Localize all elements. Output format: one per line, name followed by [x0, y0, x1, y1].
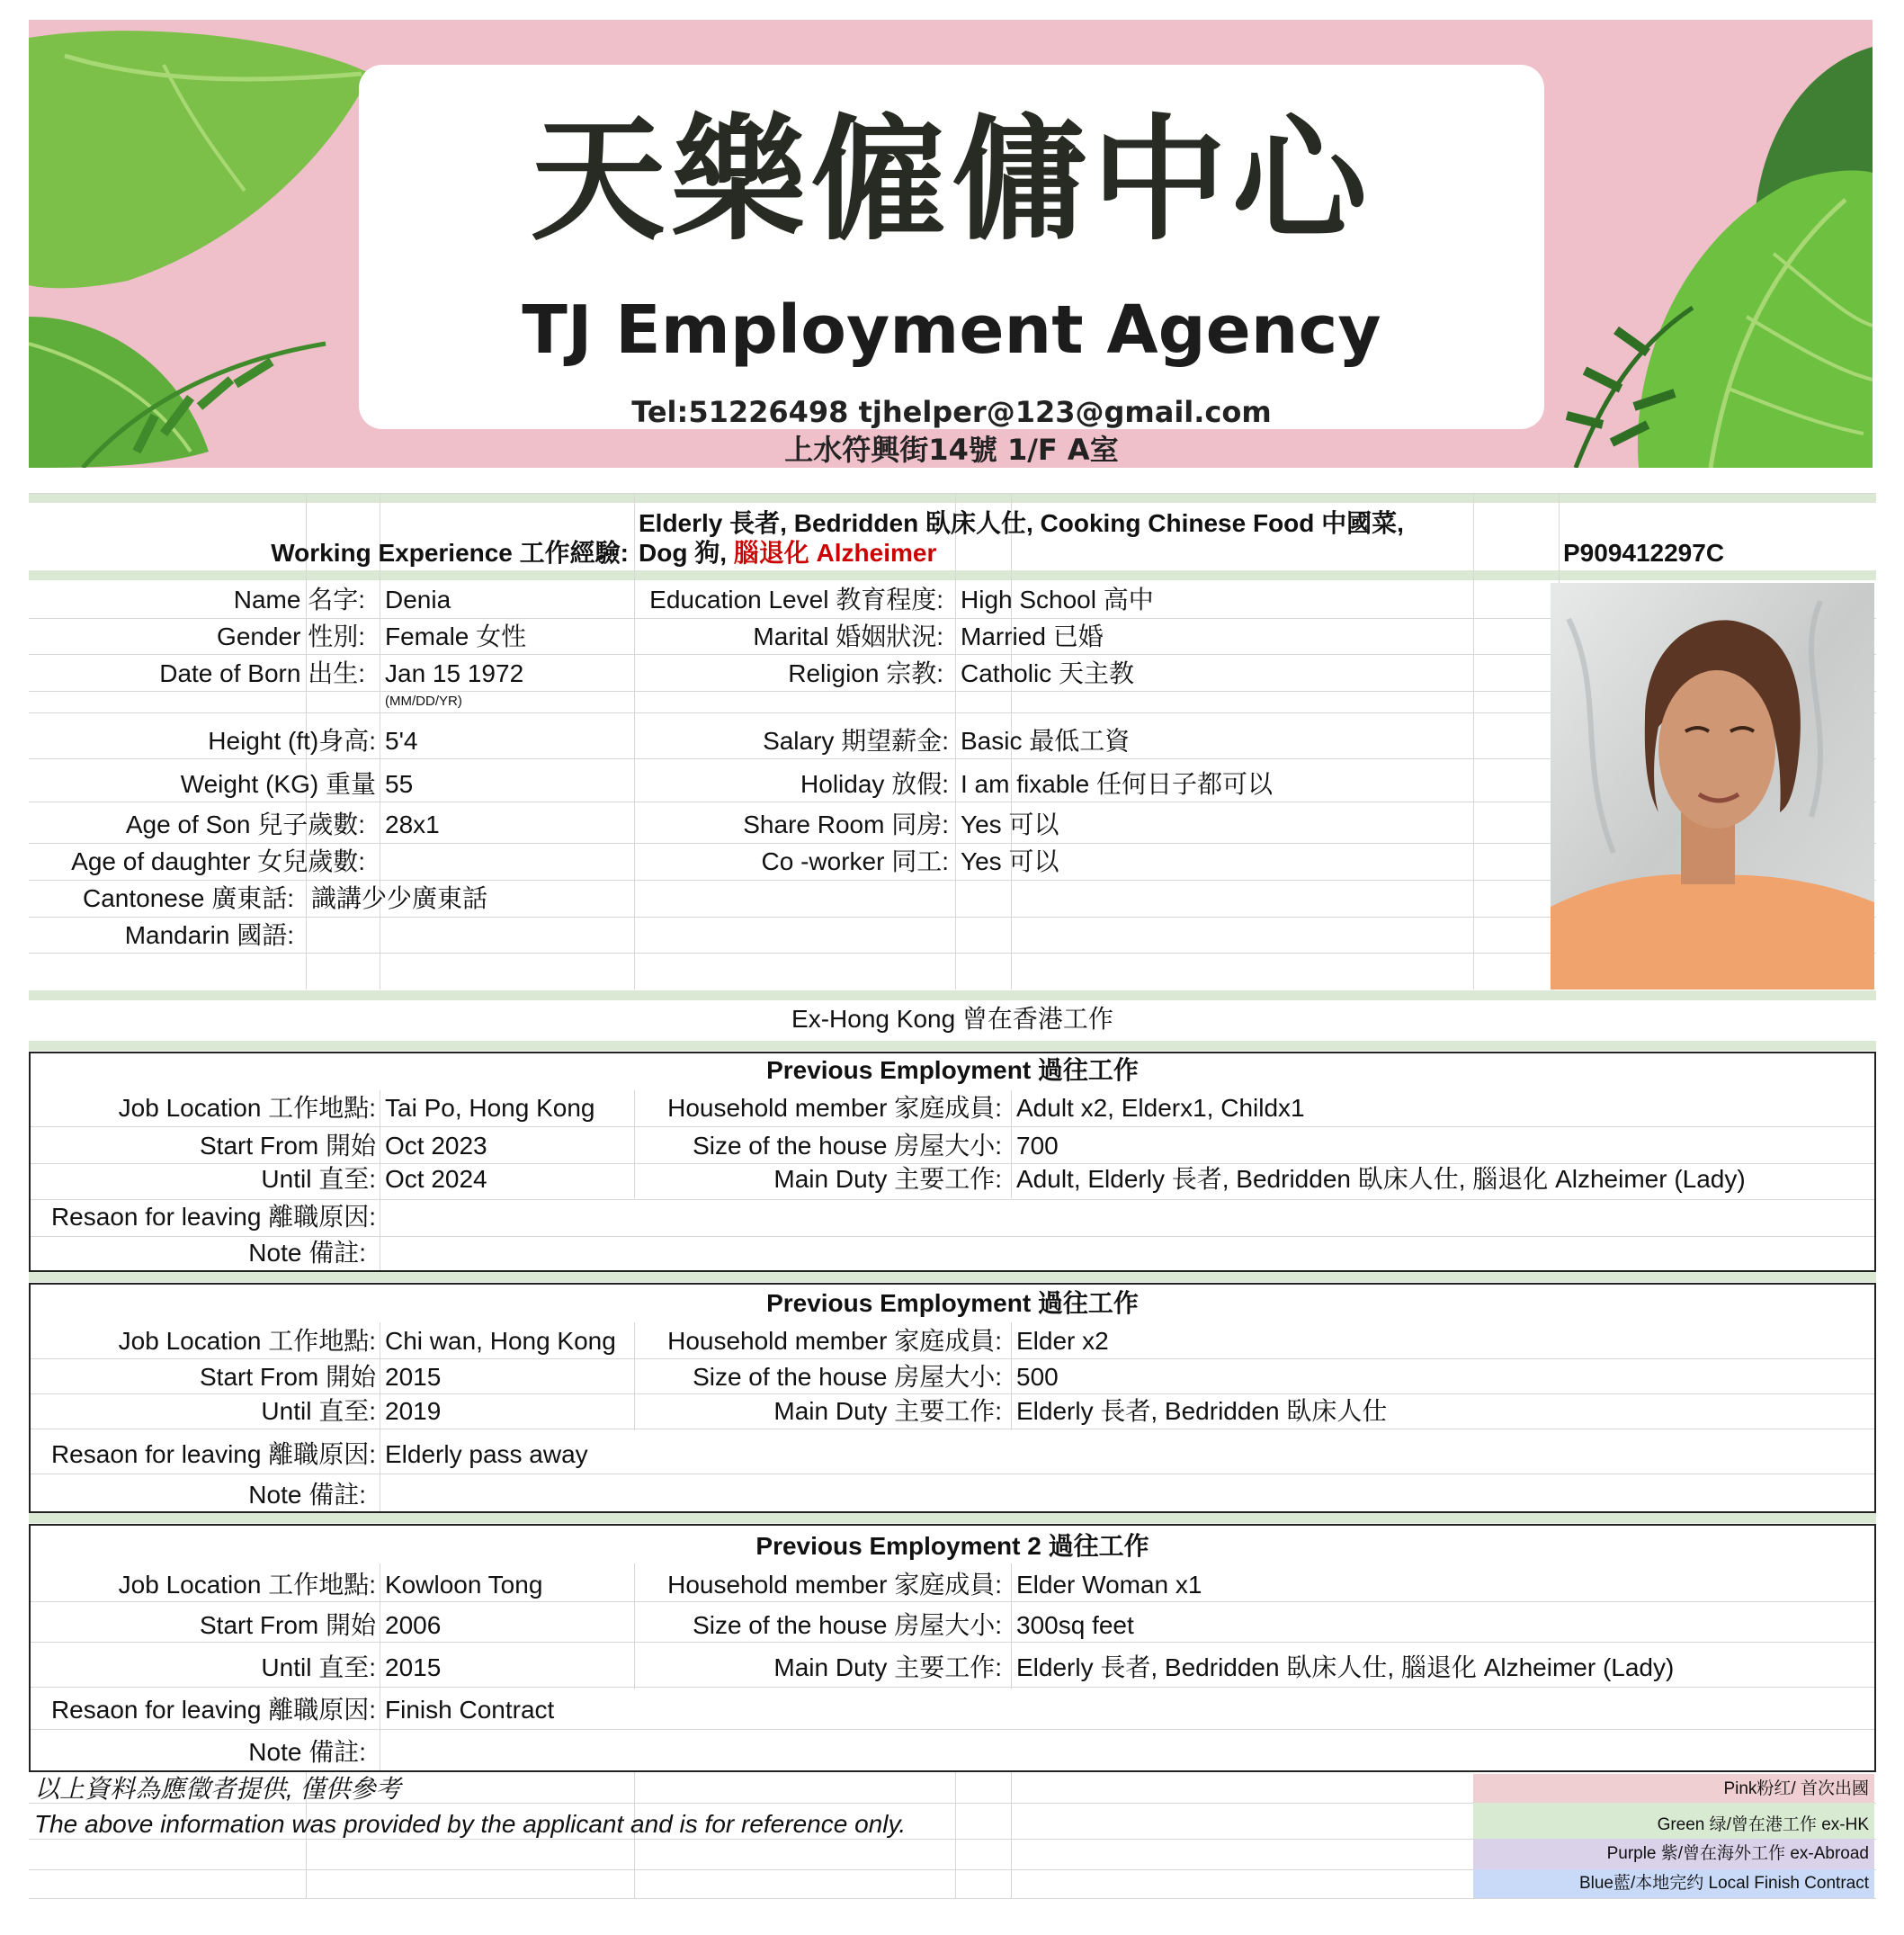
salary-value: Basic 最低工資	[961, 727, 1131, 755]
reference-code: P909412297C	[1563, 539, 1725, 567]
employment-3-until-label: Until 直至:	[261, 1653, 376, 1681]
employment-3-duty: Elderly 長者, Bedridden 臥床人仕, 腦退化 Alzheimer (Lady)	[1016, 1653, 1675, 1681]
share-room-label: Share Room 同房:	[743, 811, 949, 838]
dob-label: Date of Born 出生:	[159, 659, 365, 687]
daughter-age-label: Age of daughter 女兒歲數:	[71, 847, 365, 875]
holiday-label: Holiday 放假:	[800, 770, 949, 798]
employment-3-start-label: Start From 開始	[199, 1611, 376, 1639]
agency-contact: Tel:51226498 tjhelper@123@gmail.com	[631, 395, 1272, 429]
gender-value: Female 女性	[385, 623, 527, 650]
employment-1-household-label: Household member 家庭成員:	[667, 1094, 1002, 1122]
employment-2-household: Elder x2	[1016, 1327, 1109, 1355]
employment-1-until: Oct 2024	[385, 1165, 487, 1193]
employment-3-duty-label: Main Duty 主要工作:	[773, 1653, 1002, 1681]
gender-label: Gender 性別:	[217, 623, 365, 650]
cantonese-value: 識講少少廣東話	[311, 884, 488, 912]
marital-value: Married 已婚	[961, 623, 1104, 650]
employment-2-duty: Elderly 長者, Bedridden 臥床人仕	[1016, 1397, 1388, 1425]
disclaimer-english: The above information was provided by the applicant and is for reference only.	[34, 1810, 907, 1838]
agency-name-chinese: 天樂僱傭中心	[530, 103, 1372, 259]
employment-1-size-label: Size of the house 房屋大小:	[693, 1132, 1002, 1160]
agency-address: 上水符興街14號 1/F A室	[784, 433, 1119, 467]
legend-blue: Blue藍/本地完约 Local Finish Contract	[1473, 1869, 1874, 1898]
employment-2-until-label: Until 直至:	[261, 1397, 376, 1425]
employment-3-reason: Finish Contract	[385, 1696, 555, 1724]
employment-1-location: Tai Po, Hong Kong	[385, 1094, 595, 1122]
employment-3-size-label: Size of the house 房屋大小:	[693, 1611, 1002, 1639]
employment-3-until: 2015	[385, 1653, 442, 1681]
dob-format-note: (MM/DD/YR)	[385, 694, 462, 709]
employment-2-reason-label: Resaon for leaving 離職原因:	[50, 1440, 376, 1468]
working-experience-line2: Dog 狗, 腦退化 Alzheimer	[639, 539, 937, 567]
employment-2-household-label: Household member 家庭成員:	[667, 1327, 1002, 1355]
working-experience-line1: Elderly 長者, Bedridden 臥床人仕, Cooking Chinese Food 中國菜,	[639, 509, 1404, 537]
education-label: Education Level 教育程度:	[649, 586, 943, 614]
employment-2-reason: Elderly pass away	[385, 1440, 588, 1468]
employment-1-start-label: Start From 開始	[199, 1132, 376, 1160]
employment-2-note-label: Note 備註:	[248, 1481, 366, 1509]
weight-label: Weight (KG) 重量	[180, 770, 376, 798]
employment-1-reason-label: Resaon for leaving 離職原因:	[50, 1203, 376, 1231]
coworker-label: Co -worker 同工:	[761, 847, 949, 875]
employment-1-duty: Adult, Elderly 長者, Bedridden 臥床人仕, 腦退化 Alzheimer (Lady)	[1016, 1165, 1746, 1193]
cantonese-label: Cantonese 廣東話:	[83, 884, 294, 912]
employment-2-location-label: Job Location 工作地點:	[118, 1327, 376, 1355]
status-ex-hong-kong: Ex-Hong Kong 曾在香港工作	[791, 1005, 1113, 1033]
agency-card	[359, 65, 1544, 467]
disclaimer-chinese: 以上資料為應徵者提供, 僅供參考	[34, 1775, 401, 1803]
weight-value: 55	[385, 770, 414, 798]
alzheimer-highlight: 腦退化 Alzheimer	[733, 539, 937, 567]
son-age-label: Age of Son 兒子歲數:	[125, 811, 365, 838]
employment-1-duty-label: Main Duty 主要工作:	[773, 1165, 1002, 1193]
coworker-value: Yes 可以	[961, 847, 1059, 875]
employment-3-size: 300sq feet	[1016, 1611, 1134, 1639]
employment-2-location: Chi wan, Hong Kong	[385, 1327, 616, 1355]
employment-1-title: Previous Employment 過往工作	[766, 1056, 1139, 1084]
salary-label: Salary 期望薪金:	[763, 727, 949, 755]
agency-banner	[29, 20, 1873, 468]
legend-pink: Pink粉红/ 首次出國	[1473, 1774, 1874, 1803]
education-value: High School 高中	[961, 586, 1154, 614]
son-age-value: 28x1	[385, 811, 440, 838]
employment-3-location: Kowloon Tong	[385, 1571, 543, 1599]
name-value: Denia	[385, 586, 451, 614]
employment-2-start: 2015	[385, 1363, 442, 1391]
employment-2-duty-label: Main Duty 主要工作:	[773, 1397, 1002, 1425]
legend-purple: Purple 紫/曾在海外工作 ex-Abroad	[1473, 1839, 1874, 1869]
employment-3-household: Elder Woman x1	[1016, 1571, 1202, 1599]
employment-1-until-label: Until 直至:	[261, 1165, 376, 1193]
employment-1-note-label: Note 備註:	[248, 1239, 366, 1267]
share-room-value: Yes 可以	[961, 811, 1059, 838]
religion-label: Religion 宗教:	[788, 659, 943, 687]
employment-3-note-label: Note 備註:	[248, 1738, 366, 1766]
working-experience-label: Working Experience 工作經驗:	[271, 539, 629, 567]
religion-value: Catholic 天主教	[961, 659, 1134, 687]
holiday-value: I am fixable 任何日子都可以	[961, 770, 1273, 798]
employment-1-start: Oct 2023	[385, 1132, 487, 1160]
employment-3-reason-label: Resaon for leaving 離職原因:	[50, 1696, 376, 1724]
employment-2-title: Previous Employment 過往工作	[766, 1289, 1139, 1317]
employment-3-start: 2006	[385, 1611, 442, 1639]
dob-value: Jan 15 1972	[385, 659, 524, 687]
employment-2-until: 2019	[385, 1397, 442, 1425]
applicant-photo	[1551, 583, 1874, 990]
agency-name-english: TJ Employment Agency	[522, 291, 1381, 369]
employment-2-size-label: Size of the house 房屋大小:	[693, 1363, 1002, 1391]
employment-3-household-label: Household member 家庭成員:	[667, 1571, 1002, 1599]
employment-2-start-label: Start From 開始	[199, 1363, 376, 1391]
height-value: 5'4	[385, 727, 418, 755]
employment-1-size: 700	[1016, 1132, 1059, 1160]
name-label: Name 名字:	[233, 586, 365, 614]
mandarin-label: Mandarin 國語:	[124, 921, 294, 949]
legend-green: Green 绿/曾在港工作 ex-HK	[1473, 1803, 1874, 1839]
monstera-leaf-right	[1549, 20, 1873, 468]
employment-1-location-label: Job Location 工作地點:	[118, 1094, 376, 1122]
employment-2-size: 500	[1016, 1363, 1059, 1391]
height-label: Height (ft)身高:	[208, 727, 376, 755]
employment-1-household: Adult x2, Elderx1, Childx1	[1016, 1094, 1305, 1122]
marital-label: Marital 婚姻狀況:	[753, 623, 943, 650]
employment-3-title: Previous Employment 2 過往工作	[755, 1532, 1149, 1560]
employment-3-location-label: Job Location 工作地點:	[118, 1571, 376, 1599]
